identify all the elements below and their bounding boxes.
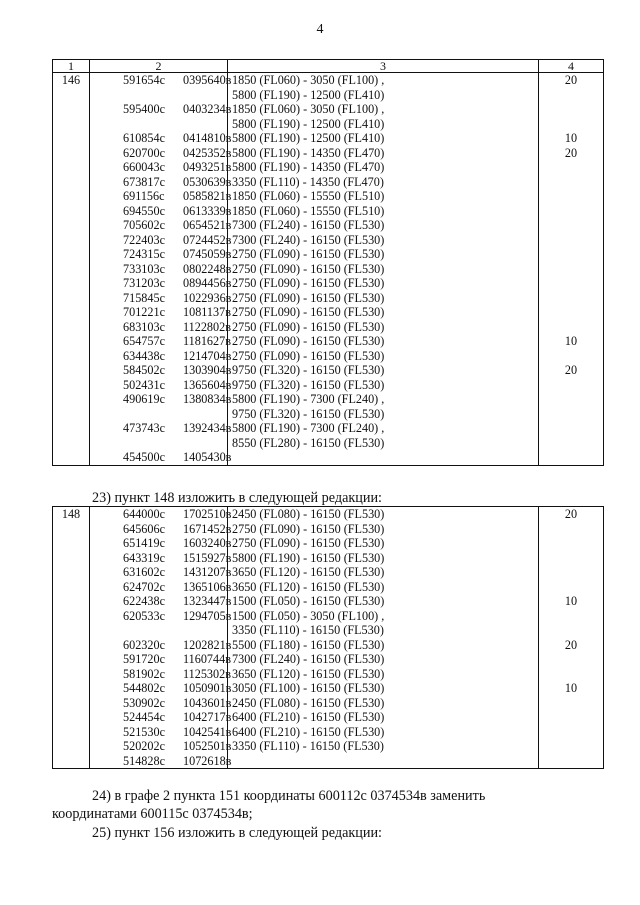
latitude: 591654с <box>123 73 165 87</box>
flight-level-line: 9750 (FL320) - 16150 (FL530) <box>232 377 385 392</box>
coordinate-line <box>90 637 232 653</box>
latitude: 673817с <box>123 174 165 189</box>
latitude: 520202с <box>123 739 165 753</box>
width-value <box>539 609 603 624</box>
coordinate-line <box>90 392 232 407</box>
flight-level-line: 5800 (FL190) - 14350 (FL470) <box>232 160 385 174</box>
flight-levels-cell <box>228 73 539 466</box>
table-header-row <box>53 60 604 73</box>
flight-level-line: 5800 (FL190) - 14350 (FL470) <box>232 145 385 160</box>
flight-level-line: 3650 (FL120) - 16150 (FL530) <box>232 666 385 681</box>
flight-level-line: 7300 (FL240) - 16150 (FL530) <box>232 232 385 247</box>
coordinate-line <box>90 710 232 725</box>
paragraph-23: 23) пункт 148 изложить в следующей редакции: <box>92 490 382 506</box>
flight-level-line: 5800 (FL190) - 7300 (FL240) , <box>232 421 385 435</box>
longitude: 1043601в <box>183 695 232 710</box>
coordinate-line <box>90 117 227 132</box>
coordinate-line <box>90 695 232 711</box>
coordinate-line <box>90 652 231 667</box>
width-value <box>539 536 603 551</box>
latitude: 581902с <box>123 666 165 681</box>
width-value: 10 <box>564 681 578 695</box>
longitude: 1405430в <box>183 450 232 464</box>
latitude: 705602с <box>123 218 165 232</box>
width-value: 20 <box>564 73 578 87</box>
airway-table-146 <box>52 59 604 466</box>
latitude: 654757с <box>123 334 165 348</box>
longitude: 0802248в <box>183 261 232 276</box>
latitude: 624702с <box>123 579 165 594</box>
width-value <box>539 696 603 711</box>
longitude: 1125302в <box>183 666 231 681</box>
coordinate-line <box>90 565 232 580</box>
column-header-2: 2 <box>90 60 228 73</box>
longitude: 1392434в <box>183 421 232 435</box>
width-value <box>539 739 603 754</box>
width-value <box>539 421 603 436</box>
width-value <box>539 754 603 769</box>
width-value: 10 <box>564 334 578 348</box>
coordinate-line <box>90 131 232 146</box>
flight-level-line: 2450 (FL080) - 16150 (FL530) <box>232 507 385 521</box>
latitude: 683103с <box>123 319 165 334</box>
latitude: 610854с <box>123 131 165 145</box>
coordinate-line <box>90 507 232 522</box>
flight-level-line: 1500 (FL050) - 16150 (FL530) <box>232 594 385 608</box>
longitude: 0585821в <box>183 189 232 203</box>
coordinate-line <box>90 189 232 204</box>
coordinate-line <box>90 536 232 551</box>
width-cell <box>539 73 604 466</box>
coordinate-line <box>90 363 232 378</box>
latitude: 514828с <box>123 753 165 768</box>
width-value <box>539 450 603 465</box>
column-header-4: 4 <box>539 60 604 73</box>
longitude: 1365604в <box>183 377 232 392</box>
coordinate-line <box>90 753 232 769</box>
width-value <box>539 247 603 262</box>
airway-table-148 <box>52 506 604 769</box>
latitude: 591720с <box>123 652 165 666</box>
flight-level-line <box>228 450 538 465</box>
width-value <box>539 623 603 638</box>
latitude: 620533с <box>123 608 165 623</box>
longitude: 1072618в <box>183 753 232 768</box>
width-value <box>539 436 603 451</box>
latitude: 724315с <box>123 247 165 261</box>
width-value <box>539 522 603 537</box>
longitude: 1294705в <box>183 608 232 623</box>
table-row <box>53 73 604 466</box>
latitude: 473743с <box>123 421 165 435</box>
flight-level-line: 7300 (FL240) - 16150 (FL530) <box>232 218 385 232</box>
flight-level-line: 5800 (FL190) - 12500 (FL410) <box>232 87 385 102</box>
longitude: 1214704в <box>183 348 232 363</box>
width-value: 20 <box>564 363 578 377</box>
coordinate-line <box>90 290 232 306</box>
flight-level-line: 5800 (FL190) - 12500 (FL410) <box>232 116 385 131</box>
flight-level-line: 3350 (FL110) - 14350 (FL470) <box>232 174 384 189</box>
longitude: 1081137в <box>183 305 231 319</box>
coordinate-line <box>90 739 232 754</box>
width-value: 10 <box>564 131 578 145</box>
flight-level-line: 9750 (FL320) - 16150 (FL530) <box>232 363 385 377</box>
coordinate-line <box>90 594 232 609</box>
latitude: 622438с <box>123 594 165 608</box>
width-value <box>539 88 603 103</box>
width-value <box>539 565 603 580</box>
table-row <box>53 507 604 769</box>
coordinate-line <box>90 550 232 566</box>
column-header-3: 3 <box>228 60 539 73</box>
longitude: 1323447в <box>183 594 232 608</box>
longitude: 0403234в <box>183 102 232 116</box>
longitude: 1202821в <box>183 637 232 652</box>
longitude: 0724452в <box>183 232 232 247</box>
coordinate-line <box>90 73 232 88</box>
coordinate-line <box>90 174 232 190</box>
latitude: 731203с <box>123 276 165 290</box>
coordinate-line <box>90 276 232 291</box>
coordinate-line <box>90 247 232 262</box>
coordinate-line <box>90 421 232 436</box>
flight-level-line: 2750 (FL090) - 16150 (FL530) <box>232 305 385 319</box>
width-value <box>539 175 603 190</box>
flight-level-line: 2750 (FL090) - 16150 (FL530) <box>232 247 385 261</box>
coordinate-line <box>90 319 231 335</box>
longitude: 1042541в <box>183 724 232 739</box>
coordinate-line <box>90 88 227 103</box>
page-number: 4 <box>316 22 324 37</box>
flight-level-line: 5800 (FL190) - 7300 (FL240) , <box>232 392 385 406</box>
coordinate-line <box>90 218 232 233</box>
width-value <box>539 551 603 566</box>
flight-level-line: 5800 (FL190) - 16150 (FL530) <box>232 550 385 565</box>
coordinate-line <box>90 305 231 320</box>
flight-level-line: 5500 (FL180) - 16150 (FL530) <box>232 637 385 652</box>
longitude: 0530639в <box>183 174 232 189</box>
longitude: 0894456в <box>183 276 232 290</box>
latitude: 530902с <box>123 695 165 710</box>
latitude: 694550с <box>123 203 165 218</box>
width-value <box>539 218 603 233</box>
flight-level-line: 3650 (FL120) - 16150 (FL530) <box>232 579 385 594</box>
width-value <box>539 262 603 277</box>
longitude: 1603240в <box>183 536 232 550</box>
width-value <box>539 204 603 219</box>
longitude: 1431207в <box>183 565 232 579</box>
width-value <box>539 320 603 335</box>
flight-level-line: 2750 (FL090) - 16150 (FL530) <box>232 319 385 334</box>
width-value <box>539 667 603 682</box>
latitude: 544802с <box>123 681 165 695</box>
flight-level-line: 6400 (FL210) - 16150 (FL530) <box>232 724 385 739</box>
width-value: 10 <box>564 594 578 608</box>
flight-level-line: 3650 (FL120) - 16150 (FL530) <box>232 565 385 579</box>
width-value <box>539 580 603 595</box>
flight-level-line: 3350 (FL110) - 16150 (FL530) <box>232 623 384 637</box>
longitude: 0745059в <box>183 247 232 261</box>
longitude: 0654521в <box>183 218 232 232</box>
coordinate-line <box>90 102 232 117</box>
width-value <box>539 233 603 248</box>
flight-level-line: 2750 (FL090) - 16150 (FL530) <box>232 334 385 348</box>
point-number: 148 <box>53 507 90 769</box>
coordinate-line <box>90 334 231 349</box>
width-value <box>539 725 603 740</box>
flight-level-line: 8550 (FL280) - 16150 (FL530) <box>232 435 385 450</box>
flight-level-line: 2750 (FL090) - 16150 (FL530) <box>232 536 385 550</box>
column-header-1: 1 <box>53 60 90 73</box>
latitude: 502431с <box>123 377 165 392</box>
coordinate-line <box>90 666 231 682</box>
coordinate-line <box>90 203 232 219</box>
flight-level-line: 1850 (FL060) - 3050 (FL100) , <box>232 73 385 87</box>
flight-levels-cell <box>228 507 539 769</box>
longitude: 1042717в <box>183 710 232 724</box>
longitude: 1515927в <box>183 550 232 565</box>
width-value <box>539 407 603 422</box>
latitude: 595400с <box>123 102 165 116</box>
longitude: 1702510в <box>183 507 232 521</box>
coordinate-line <box>90 261 232 277</box>
longitude: 0395640в <box>183 73 232 87</box>
width-value <box>539 102 603 117</box>
paragraph-25: 25) пункт 156 изложить в следующей редакции: <box>92 825 382 841</box>
longitude: 0613339в <box>183 203 232 218</box>
width-value <box>539 349 603 364</box>
latitude: 584502с <box>123 363 165 377</box>
longitude: 1380834в <box>183 392 232 406</box>
latitude: 660043с <box>123 160 165 174</box>
coordinate-line <box>90 436 227 451</box>
flight-level-line: 1850 (FL060) - 15550 (FL510) <box>232 203 385 218</box>
longitude: 0493251в <box>183 160 232 174</box>
latitude: 524454с <box>123 710 165 724</box>
coordinate-line <box>90 348 232 364</box>
coordinate-line <box>90 145 232 161</box>
coordinate-line <box>90 623 227 638</box>
latitude: 701221с <box>123 305 165 319</box>
coordinates-cell <box>90 73 232 466</box>
longitude: 0414810в <box>183 131 232 145</box>
flight-level-line <box>228 754 538 769</box>
longitude: 1365106в <box>183 579 232 594</box>
latitude: 643319с <box>123 550 165 565</box>
latitude: 620700с <box>123 145 165 160</box>
coordinate-line <box>90 608 232 624</box>
coordinate-line <box>90 681 232 696</box>
point-number: 146 <box>53 73 90 466</box>
coordinate-line <box>90 160 232 175</box>
width-value <box>539 160 603 175</box>
width-value: 20 <box>564 507 578 521</box>
longitude: 1022936в <box>183 290 232 305</box>
longitude: 1052501в <box>183 739 232 753</box>
coordinate-line <box>90 232 232 248</box>
coordinate-line <box>90 450 232 465</box>
width-value <box>539 291 603 306</box>
longitude: 1160744в <box>183 652 231 666</box>
flight-level-line: 2750 (FL090) - 16150 (FL530) <box>232 261 385 276</box>
flight-level-line: 1500 (FL050) - 3050 (FL100) , <box>232 608 385 623</box>
latitude: 691156с <box>123 189 165 203</box>
width-value <box>539 378 603 393</box>
width-value <box>539 652 603 667</box>
width-value <box>539 189 603 204</box>
flight-level-line: 2450 (FL080) - 16150 (FL530) <box>232 695 385 710</box>
latitude: 733103с <box>123 261 165 276</box>
flight-level-line: 6400 (FL210) - 16150 (FL530) <box>232 710 385 724</box>
width-value <box>539 117 603 132</box>
longitude: 1303904в <box>183 363 232 377</box>
width-value <box>539 276 603 291</box>
paragraph-24-line-2: координатами 600115с 0374534в; <box>52 806 253 822</box>
width-value: 20 <box>564 145 578 160</box>
longitude: 0425352в <box>183 145 232 160</box>
flight-level-line: 5800 (FL190) - 12500 (FL410) <box>232 131 385 145</box>
flight-level-line: 9750 (FL320) - 16150 (FL530) <box>232 406 385 421</box>
latitude: 722403с <box>123 232 165 247</box>
latitude: 644000с <box>123 507 165 521</box>
flight-level-line: 3050 (FL100) - 16150 (FL530) <box>232 681 385 695</box>
width-value <box>539 710 603 725</box>
flight-level-line: 1850 (FL060) - 15550 (FL510) <box>232 189 385 203</box>
flight-level-line: 1850 (FL060) - 3050 (FL100) , <box>232 102 385 116</box>
flight-level-line: 2750 (FL090) - 16150 (FL530) <box>232 348 385 363</box>
latitude: 715845с <box>123 290 165 305</box>
paragraph-24-line-1: 24) в графе 2 пункта 151 координаты 600112с 0374534в заменить <box>92 788 486 804</box>
flight-level-line: 2750 (FL090) - 16150 (FL530) <box>232 276 385 290</box>
flight-level-line: 2750 (FL090) - 16150 (FL530) <box>232 290 385 305</box>
latitude: 631602с <box>123 565 165 579</box>
longitude: 1671452в <box>183 521 232 536</box>
latitude: 490619с <box>123 392 165 406</box>
latitude: 634438с <box>123 348 165 363</box>
latitude: 602320с <box>123 637 165 652</box>
coordinate-line <box>90 724 232 740</box>
coordinates-cell <box>90 507 232 769</box>
flight-level-line: 3350 (FL110) - 16150 (FL530) <box>232 739 384 753</box>
flight-level-line: 2750 (FL090) - 16150 (FL530) <box>232 521 385 536</box>
latitude: 645606с <box>123 521 165 536</box>
width-value <box>539 392 603 407</box>
latitude: 651419с <box>123 536 165 550</box>
flight-level-line: 7300 (FL240) - 16150 (FL530) <box>232 652 385 666</box>
coordinate-line <box>90 407 227 422</box>
coordinate-line <box>90 521 232 537</box>
longitude: 1050901в <box>183 681 232 695</box>
width-cell <box>539 507 604 769</box>
width-value <box>539 305 603 320</box>
latitude: 454500с <box>123 450 165 464</box>
coordinate-line <box>90 377 232 393</box>
latitude: 521530с <box>123 724 165 739</box>
width-value: 20 <box>564 637 578 652</box>
longitude: 1181627в <box>183 334 231 348</box>
coordinate-line <box>90 579 232 595</box>
longitude: 1122802в <box>183 319 231 334</box>
